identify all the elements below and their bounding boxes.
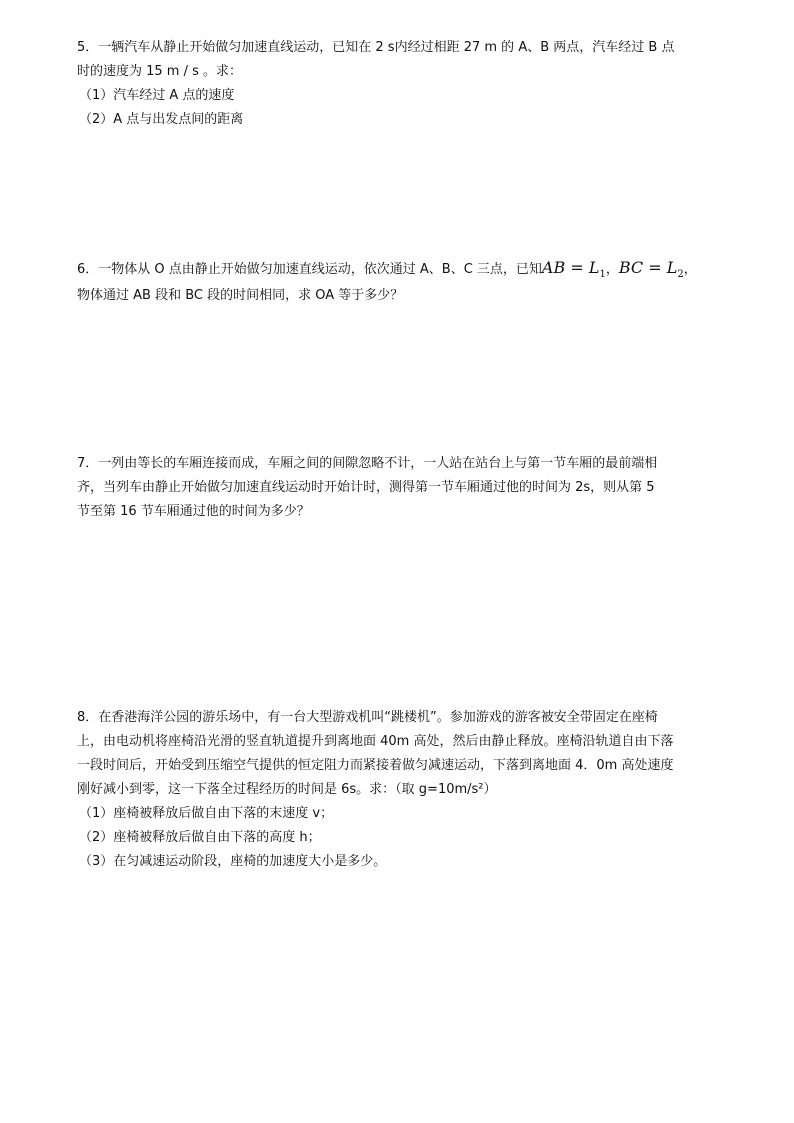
problem-7-line-3: 节至第 16 节车厢通过他的时间为多少？: [77, 504, 310, 519]
formula-ab: [541, 258, 606, 281]
problem-8-line-1: 8．在香港海洋公园的游乐场中，有一台大型游戏机叫“跳楼机”。参加游戏的游客被安全带固定在座椅: [77, 710, 658, 725]
formula-ab-main: AB = L: [541, 258, 600, 277]
problem-7-line-2: 齐，当列车由静止开始做匀加速直线运动时开始计时，测得第一节车厢通过他的时间为 2s，则从第 5: [77, 480, 655, 495]
problem-6-line-2: 物体通过 AB 段和 BC 段的时间相同，求 OA 等于多少？: [77, 288, 404, 303]
problem-6: [77, 254, 727, 310]
problem-8: [77, 706, 727, 874]
formula-bc: [618, 258, 684, 281]
problem-7-line-1: 7．一列由等长的车厢连接而成，车厢之间的间隙忽略不计，一人站在站台上与第一节车厢的最前端相: [77, 456, 658, 471]
formula-end: ，: [683, 262, 697, 277]
problem-8-part-3: （3）在匀减速运动阶段，座椅的加速度大小是多少。: [79, 854, 387, 869]
problem-5-part-2: （2）A 点与出发点间的距离: [79, 112, 244, 127]
problem-6-text: 6．一物体从 O 点由静止开始做匀加速直线运动，依次通过 A、B、C 三点，已知: [77, 262, 542, 277]
problem-7: [77, 452, 727, 524]
problem-8-part-1: （1）座椅被释放后做自由下落的末速度 v；: [79, 806, 334, 821]
problem-5: [77, 36, 727, 132]
problem-6-line-1: [77, 254, 727, 282]
problem-8-line-4: 刚好减小到零，这一下落全过程经历的时间是 6s。求：（取 g=10m/s²）: [77, 782, 497, 797]
problem-8-part-2: （2）座椅被释放后做自由下落的高度 h；: [79, 830, 321, 845]
problem-8-line-2: 上，由电动机将座椅沿光滑的竖直轨道提升到离地面 40m 高处，然后由静止释放。座椅沿轨道自由下落: [77, 734, 674, 749]
formula-ab-subscript: 1: [599, 269, 606, 281]
problem-5-part-1: （1）汽车经过 A 点的速度: [79, 88, 235, 103]
formula-bc-main: BC = L: [618, 258, 678, 277]
formula-bc-subscript: 2: [677, 269, 684, 281]
problem-5-line-2: 时的速度为 15 m / s 。求：: [77, 64, 243, 79]
problem-8-line-3: 一段时间后，开始受到压缩空气提供的恒定阻力而紧接着做匀减速运动，下落到离地面 4．0m 高处速度: [77, 758, 674, 773]
formula-separator: ，: [605, 262, 619, 277]
problem-5-line-1: 5．一辆汽车从静止开始做匀加速直线运动，已知在 2 s内经过相距 27 m 的 A、B 两点，汽车经过 B 点: [77, 40, 675, 55]
